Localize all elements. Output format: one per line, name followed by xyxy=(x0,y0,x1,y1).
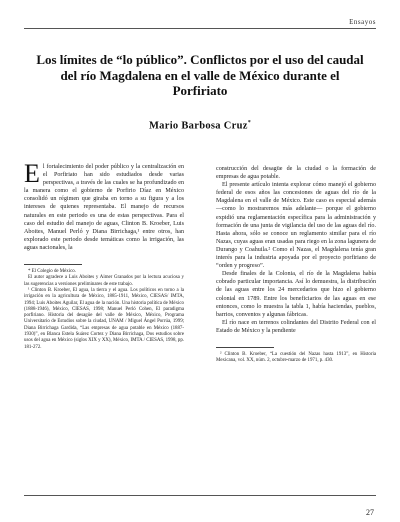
footnote: ¹ Clinton B. Kroeber, El agua, la tierra y el agua. Los políticos en torno a la irrigación en la agricultura de México, 1885-1911, México, CIESAS/ IMTA, 1994; Luis Aboites Aguilar, El agua de la nación. Una historia política de México (1888-1946), México, CIESAS, 1998; Manuel Perló Cohen, El paradigma porfiriano. Historia del desagüe del valle de México, México, Programa Universitario de Estudios sobre la ciudad, UNAM / Miguel Ángel Porrúa, 1999; Diana Birrichaga Gardida, “Las empresas de agua potable en México (1887-1930)”, en Blanca Estela Suárez Cortez y Diana Birrichaga, Dos estudios sobre usos del agua en México (siglos XIX y XX), México, IMTA / CIESAS, 1998, pp. 181-272. xyxy=(24,287,184,350)
body-paragraph: El río nace en terrenos colindantes del Distrito Federal con el Estado de México y la pendiente xyxy=(216,319,376,334)
left-column xyxy=(24,159,184,351)
footnote: El autor agradece a Luis Aboites y Aimer Granados por la lectura acuciosa y las sugerencias a versiones preliminares de este trabajo. xyxy=(24,275,184,287)
body-paragraph: El presente artículo intenta explorar cómo manejó el gobierno federal de esos años las concesiones de aguas del río de la Magdalena en el valle de México. Este caso es especial además —como lo mostraremos más adelante— porque el gobierno expidió una reglamentación específica para la administración y formación de una junta de vigilancia del uso de las aguas del río. Hasta ahora, sólo se conoce un reglamento similar para el río Nazas, cuyas aguas eran usadas para riego en la zona lagunera de Durango y Coahuila.² Como el Nazas, el Magdalena tenía gran interés para la industria apoyada por el proyecto porfiriano de “orden y progreso”. xyxy=(216,182,376,270)
footnote: * El Colegio de México. xyxy=(28,269,76,275)
article-title: Los límites de “lo público”. Conflictos por el uso del caudal del río Magdalena en el valle de México durante el Porfiriato xyxy=(36,52,364,98)
body-paragraph: Desde finales de la Colonia, el río de la Magdalena había cobrado particular importancia. Así lo demuestra, la distribución de las aguas entre los 24 mercedarios que hizo el gobierno colonial en 1789. Entre los beneficiarios de las aguas en ese entonces, como lo muestra la tabla 1, había haciendas, pueblos, barrios, conventos y algunas fábricas. xyxy=(216,271,376,318)
footnote-rule xyxy=(216,347,274,348)
drop-cap: E xyxy=(24,159,40,188)
footnote: ² Clinton B. Kroeber, “La cuestión del Nazas hasta 1913”, en Historia Mexicana, vol. XX, núm. 2, octubre-marzo de 1971, p. 430. xyxy=(216,351,376,364)
paragraph-text: l fortalecimiento del poder público y la centralización en el Porfiriato han sido estudiados desde varias perspectivas, a través de las cuales se ha profundizado en la manera como el gobierno de Porfirio Díaz en México consolidó un régimen que giraba en torno a su figura y a los intereses de quienes representaba. El manejo de recursos naturales en este periodo es una de estas perspectivas. Para el caso del estudio del manejo de aguas, Clinton B. Kroeber, Luis Aboites, Manuel Perló y Diana Birrichaga,¹ entre otros, han explorado este periodo desde temáticas como la irrigación, las aguas nacionales, la xyxy=(24,164,184,251)
footnote-rule xyxy=(24,264,82,265)
body-paragraph: construcción del desagüe de la ciudad o la formación de empresas de agua potable. xyxy=(216,166,376,181)
author-name: Mario Barbosa Cruz xyxy=(148,120,248,132)
author-mark: * xyxy=(247,120,252,126)
right-column xyxy=(216,165,376,365)
author-line xyxy=(32,120,368,132)
section-label: Ensayos xyxy=(349,18,376,26)
body-paragraph xyxy=(24,159,184,252)
footer-rule xyxy=(24,495,376,496)
header-rule xyxy=(24,28,376,29)
footnotes xyxy=(216,352,376,365)
page-number: 27 xyxy=(366,508,374,517)
footnotes xyxy=(24,269,184,351)
